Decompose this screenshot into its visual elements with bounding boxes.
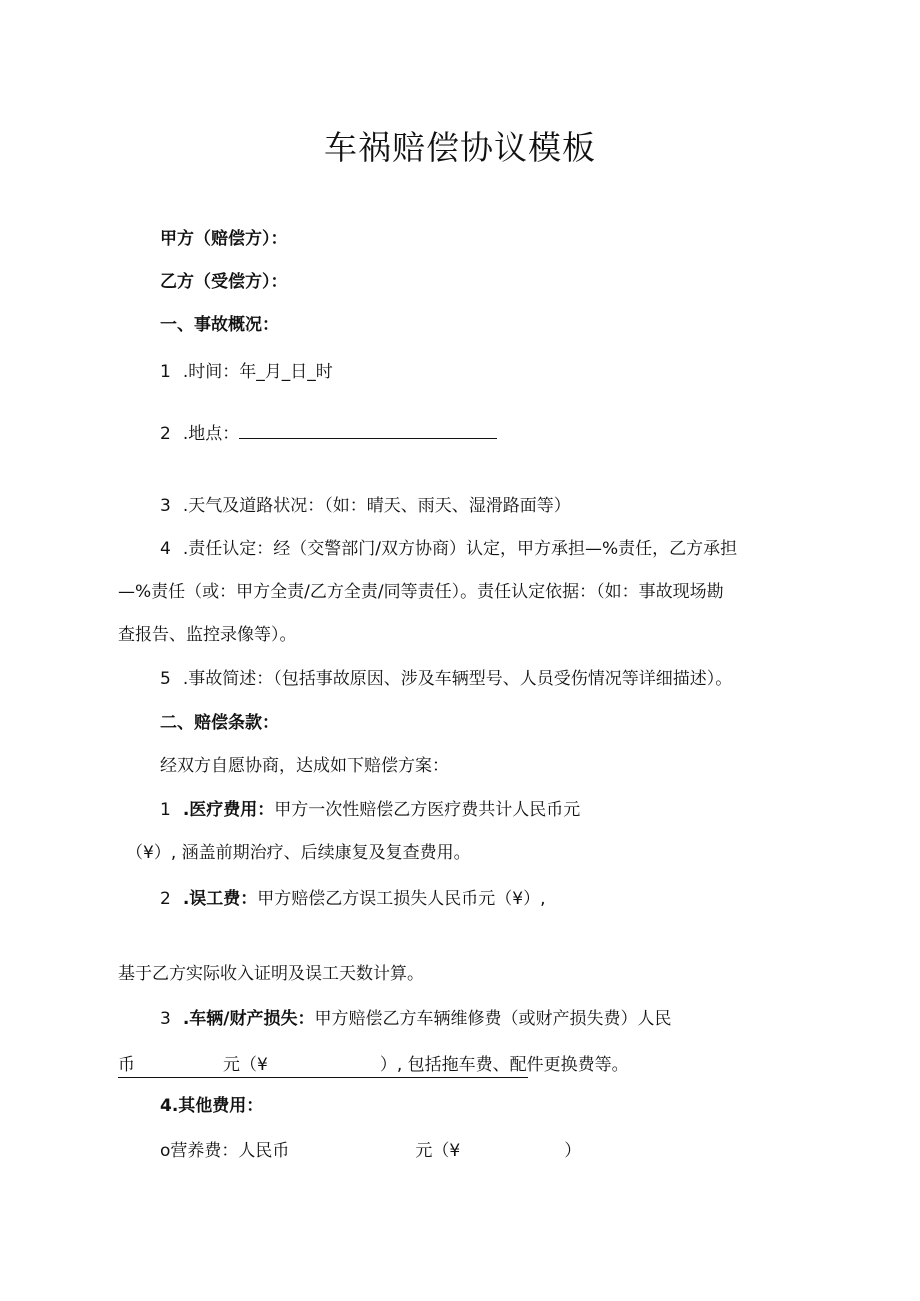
comp-vehicle-property <box>160 1011 672 1028</box>
comp-lost-wages-line2: 基于乙方实际收入证明及误工天数计算。 <box>118 964 424 984</box>
item-text: .天气及道路状况：（如：晴天、雨天、湿滑路面等） <box>182 496 571 516</box>
location-blank-line <box>239 424 497 439</box>
yuan-text: 元（¥ <box>415 1141 461 1161</box>
compensation-intro: 经双方自愿协商，达成如下赔偿方案： <box>160 756 449 776</box>
item-liability <box>160 541 737 558</box>
item-number: 1 <box>160 800 171 820</box>
comp-vehicle-property-line2 <box>118 1057 629 1074</box>
item-number: 5 <box>160 669 171 689</box>
item-text: ）, 包括拖车费、配件更换费等。 <box>379 1055 629 1075</box>
comp-medical-line2: （¥）, 涵盖前期治疗、后续康复及复查费用。 <box>126 843 471 863</box>
comp-medical <box>160 802 580 819</box>
section-compensation-heading: 二、赔偿条款： <box>160 713 279 733</box>
item-number: 3 <box>160 1009 171 1029</box>
item-text: .地点： <box>182 424 240 444</box>
item-location <box>160 424 497 443</box>
item-text: 甲方一次性赔偿乙方医疗费共计人民币元 <box>274 800 581 820</box>
item-summary <box>160 671 732 688</box>
party-b-label: 乙方（受偿方）： <box>160 272 288 292</box>
item-label: .医疗费用： <box>182 800 275 820</box>
section-accident-overview-heading: 一、事故概况： <box>160 315 279 335</box>
item-liability-line3: 查报告、监控录像等）。 <box>118 625 297 645</box>
currency-text: 币 <box>118 1055 135 1075</box>
item-label: .车辆/财产损失： <box>182 1009 315 1029</box>
comp-other-fees-heading: 4.其他费用： <box>160 1096 264 1116</box>
item-text: 甲方赔偿乙方误工损失人民币元（¥）, <box>257 889 546 909</box>
item-text: .时间：年_月_日_时 <box>182 362 333 382</box>
item-text: .责任认定：经（交警部门/双方协商）认定，甲方承担—%责任，乙方承担 <box>182 539 738 559</box>
item-number: 1 <box>160 362 171 382</box>
vehicle-amount-underline <box>118 1077 528 1078</box>
item-liability-line2: —%责任（或：甲方全责/乙方全责/同等责任）。责任认定依据：（如：事故现场勘 <box>118 582 724 602</box>
item-time <box>160 364 333 381</box>
party-a-label: 甲方（赔偿方）： <box>160 229 288 249</box>
close-paren-text: ） <box>564 1141 582 1161</box>
item-number: 4 <box>160 539 171 559</box>
item-text: .事故简述：（包括事故原因、涉及车辆型号、人员受伤情况等详细描述）。 <box>182 669 733 689</box>
comp-lost-wages <box>160 891 546 908</box>
item-number: 2 <box>160 889 171 909</box>
item-weather <box>160 498 571 515</box>
item-text: 甲方赔偿乙方车辆维修费（或财产损失费）人民 <box>314 1009 672 1029</box>
item-number: 2 <box>160 424 171 444</box>
item-label: .误工费： <box>182 889 258 909</box>
document-title: 车祸赔偿协议模板 <box>324 128 596 167</box>
nutrition-label: o营养费：人民币 <box>160 1141 290 1161</box>
item-number: 3 <box>160 496 171 516</box>
nutrition-fee <box>160 1143 581 1160</box>
yuan-text: 元（¥ <box>223 1055 268 1075</box>
